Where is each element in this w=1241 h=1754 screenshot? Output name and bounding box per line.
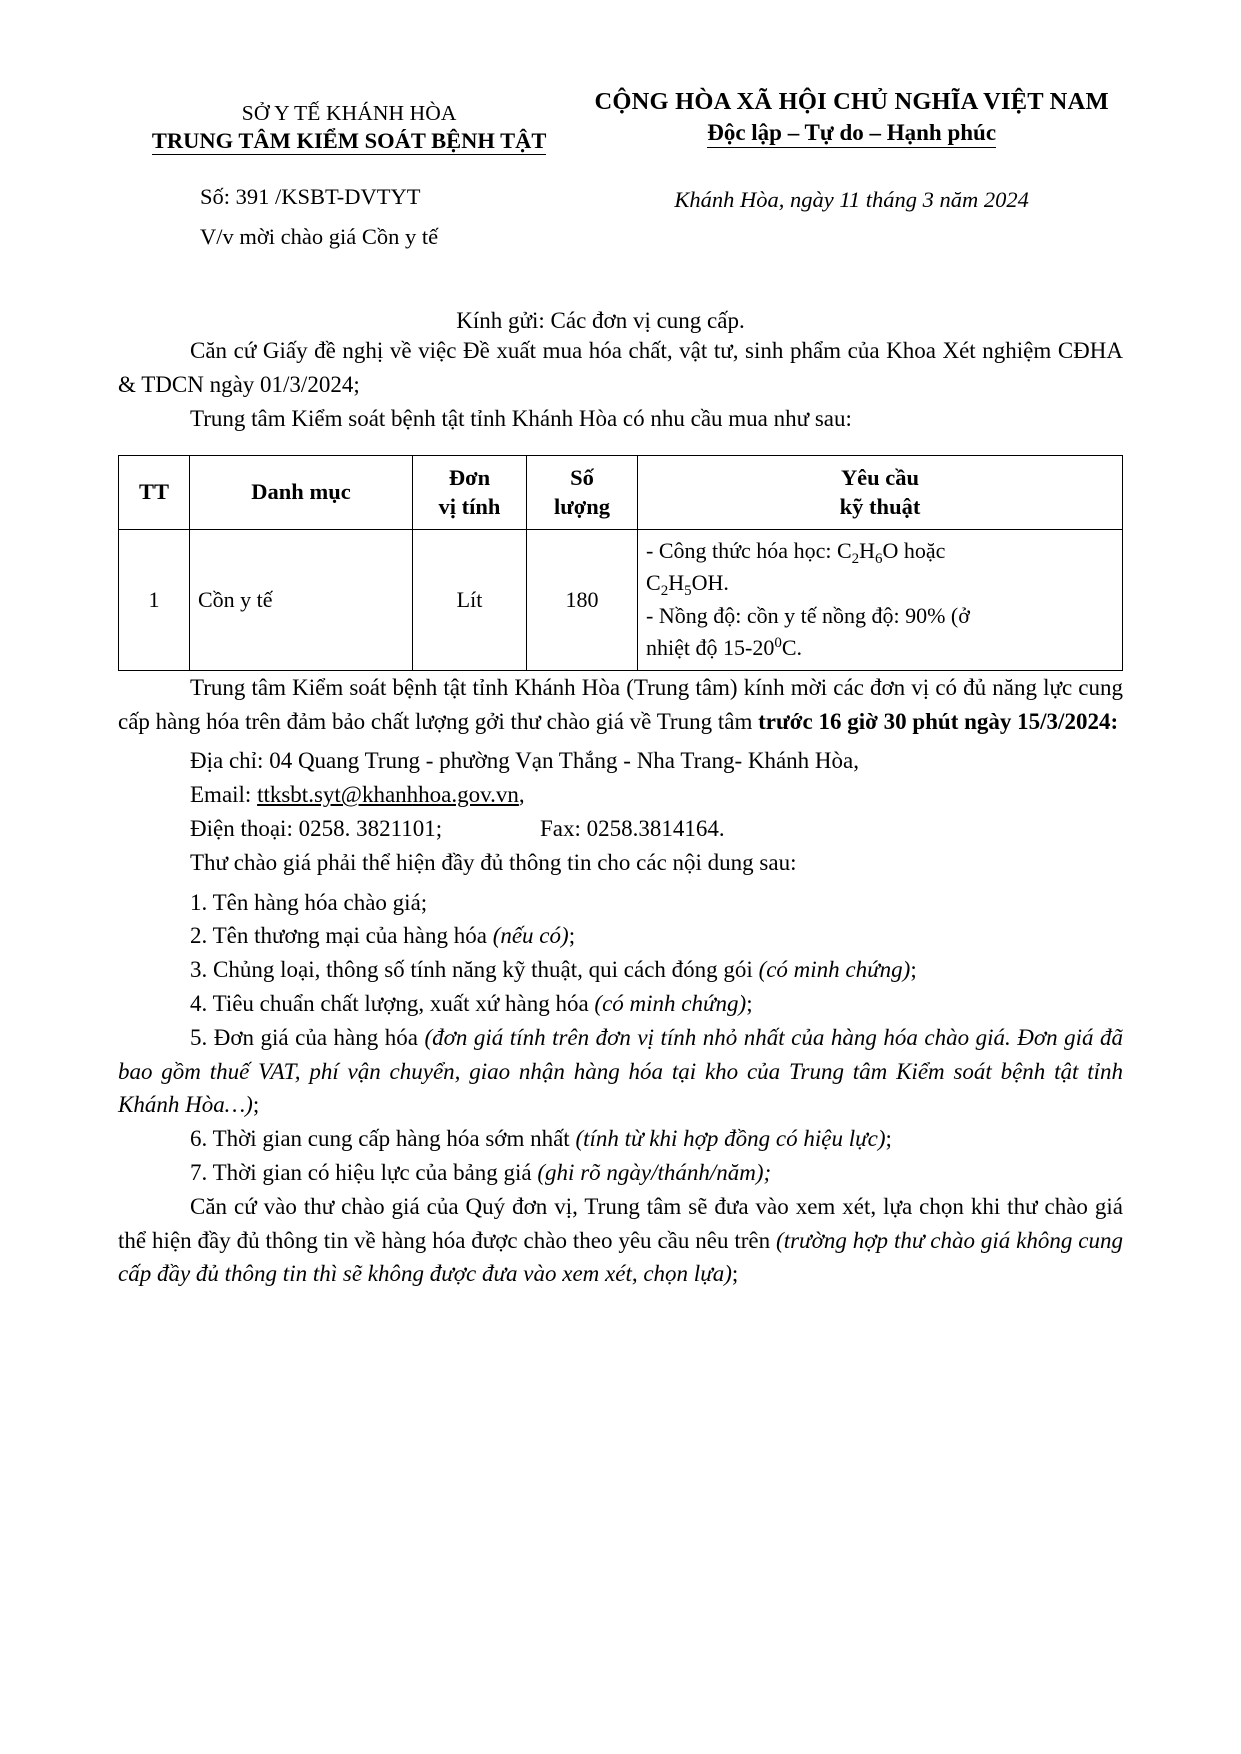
req-6-note: (tính từ khi hợp đồng có hiệu lực) <box>575 1126 886 1152</box>
req-5-note: (đơn giá tính trên đơn vị tính nhỏ nhất của hàng hóa chào giá. Đơn giá đã bao gồm thuế VAT, phí vận chuyển, giao nhận hàng hóa tại kho của Trung tâm Kiểm soát bệnh tật tỉnh Khánh Hòa…) <box>118 1024 1123 1118</box>
header-qty-line2: lượng <box>554 493 610 519</box>
invitation-paragraph <box>118 671 1123 739</box>
email-label: Email: <box>190 782 258 808</box>
need-paragraph: Trung tâm Kiểm soát bệnh tật tỉnh Khánh Hòa có nhu cầu mua như sau: <box>190 405 852 431</box>
header-req-line1: Yêu cầu <box>840 465 920 491</box>
list-item <box>118 987 1123 1021</box>
list-item <box>118 1122 1123 1156</box>
header-unit-line1: Đơn <box>448 465 491 491</box>
invitation-deadline: trước 16 giờ 30 phút ngày 15/3/2024: <box>758 708 1119 734</box>
req-formula-lead: - Công thức hóa học: C <box>646 537 852 563</box>
req-7-note: (ghi rõ ngày/thánh/năm); <box>537 1159 772 1185</box>
cell-tt: 1 <box>119 529 190 670</box>
place-and-date: Khánh Hòa, ngày 11 tháng 3 năm 2024 <box>674 187 1029 212</box>
req-6-text: 6. Thời gian cung cấp hàng hóa sớm nhất <box>190 1126 576 1152</box>
header-req-line2: kỹ thuật <box>839 493 921 519</box>
header-unit-line2: vị tính <box>438 493 501 519</box>
email-address[interactable]: ttksbt.syt@khanhhoa.gov.vn <box>257 782 519 808</box>
req-2-text: 2. Tên thương mại của hàng hóa <box>190 923 493 949</box>
req-oh: OH. <box>691 570 729 596</box>
req-sub-4: 5 <box>684 583 692 600</box>
req-7-text: 7. Thời gian có hiệu lực của bảng giá <box>190 1159 538 1185</box>
header-tt: TT <box>119 456 190 529</box>
req-5-text: 5. Đơn giá của hàng hóa <box>190 1024 425 1050</box>
req-2-tail: ; <box>568 923 576 949</box>
req-3-tail: ; <box>910 957 917 983</box>
email-line <box>118 778 1123 812</box>
header-unit <box>413 456 527 529</box>
center-name: TRUNG TÂM KIỂM SOÁT BỆNH TẬT <box>151 128 547 153</box>
req-3-note: (có minh chứng) <box>758 957 911 983</box>
req-sub-1: 2 <box>851 550 860 567</box>
req-4-note: (có minh chứng) <box>594 991 747 1016</box>
req-2-note: (nếu có) <box>492 923 569 949</box>
email-tail: , <box>518 782 525 808</box>
req-o-or: O hoặc <box>882 537 946 563</box>
req-6-tail: ; <box>885 1126 892 1152</box>
fax-number: Fax: 0258.3814164. <box>540 816 725 842</box>
req-h1: H <box>859 537 876 563</box>
requirements-list <box>118 886 1123 1190</box>
final-tail: ; <box>731 1261 739 1287</box>
document-subject: V/v mời chào giá Cồn y tế <box>200 224 439 249</box>
department-name: SỞ Y TẾ KHÁNH HÒA <box>241 101 457 125</box>
req-concentration: - Nồng độ: cồn y tế nồng độ: 90% (ở <box>646 602 970 628</box>
req-temp-tail: C. <box>781 635 803 661</box>
cell-name: Cồn y tế <box>190 529 413 670</box>
requirements-intro: Thư chào giá phải thể hiện đầy đủ thông tin cho các nội dung sau: <box>190 849 797 875</box>
final-text: Căn cứ vào thư chào giá của Quý đơn vị, Trung tâm sẽ đưa vào xem xét, lựa chọn khi thư chào giá thể hiện đầy đủ thông tin về hàng hóa được chào theo yêu cầu nêu trên <box>118 1193 1123 1253</box>
final-paragraph <box>118 1190 1123 1291</box>
req-sub-3: 2 <box>660 583 669 600</box>
req-5-tail: ; <box>252 1092 260 1118</box>
req-4-text: 4. Tiêu chuẩn chất lượng, xuất xứ hàng hóa <box>190 991 595 1016</box>
req-temp-lead: nhiệt độ 15-20 <box>646 635 775 661</box>
national-heading <box>580 88 1123 146</box>
document-header <box>118 88 1123 154</box>
list-item <box>118 1021 1123 1122</box>
country-name: CỘNG HÒA XÃ HỘI CHỦ NGHĨA VIỆT NAM <box>594 88 1109 115</box>
document-meta <box>118 184 1123 250</box>
contact-block <box>118 744 1123 879</box>
address-line: Địa chỉ: 04 Quang Trung - phường Vạn Thắng - Nha Trang- Khánh Hòa, <box>190 748 859 774</box>
final-note: (trường hợp thư chào giá không cung cấp đầy đủ thông tin thì sẽ không được đưa vào xem xét, chọn lựa) <box>118 1227 1123 1287</box>
req-sub-2: 6 <box>875 550 883 567</box>
req-h2: H <box>668 570 685 596</box>
req-c2: C <box>646 570 661 596</box>
list-item <box>118 1156 1123 1190</box>
req-1-text: 1. Tên hàng hóa chào giá; <box>190 889 428 915</box>
invitation-text: Trung tâm Kiểm soát bệnh tật tỉnh Khánh Hòa (Trung tâm) kính mời các đơn vị có đủ năng lực cung cấp hàng hóa trên đảm bảo chất lượng gởi thư chào giá về Trung tâm <box>118 674 1123 734</box>
cell-requirements <box>638 529 1123 670</box>
req-degree-sup: 0 <box>774 635 782 652</box>
header-requirements <box>638 456 1123 529</box>
items-table <box>118 455 1123 670</box>
list-item <box>118 953 1123 987</box>
document-number: Số: 391 /KSBT-DVTYT <box>200 184 421 209</box>
phone-fax-line <box>118 812 1123 846</box>
table-row <box>119 529 1123 670</box>
header-quantity <box>527 456 638 529</box>
motto: Độc lập – Tự do – Hạnh phúc <box>707 120 996 146</box>
req-3-text: 3. Chủng loại, thông số tính năng kỹ thuật, qui cách đóng gói <box>190 957 759 983</box>
cell-unit: Lít <box>413 529 527 670</box>
table-header-row <box>119 456 1123 529</box>
basis-paragraph: Căn cứ Giấy đề nghị về việc Đề xuất mua hóa chất, vật tư, sinh phẩm của Khoa Xét nghiệm CĐHA & TDCN ngày 01/3/2024; <box>118 338 1123 397</box>
phone-number: Điện thoại: 0258. 3821101; <box>190 816 443 842</box>
recipient-line: Kính gửi: Các đơn vị cung cấp. <box>456 308 745 333</box>
issuing-organization <box>118 88 580 154</box>
list-item <box>118 919 1123 953</box>
req-4-tail: ; <box>746 991 753 1016</box>
cell-quantity: 180 <box>527 529 638 670</box>
header-qty-line1: Số <box>570 465 594 491</box>
header-name: Danh mục <box>190 456 413 529</box>
list-item <box>118 886 1123 920</box>
